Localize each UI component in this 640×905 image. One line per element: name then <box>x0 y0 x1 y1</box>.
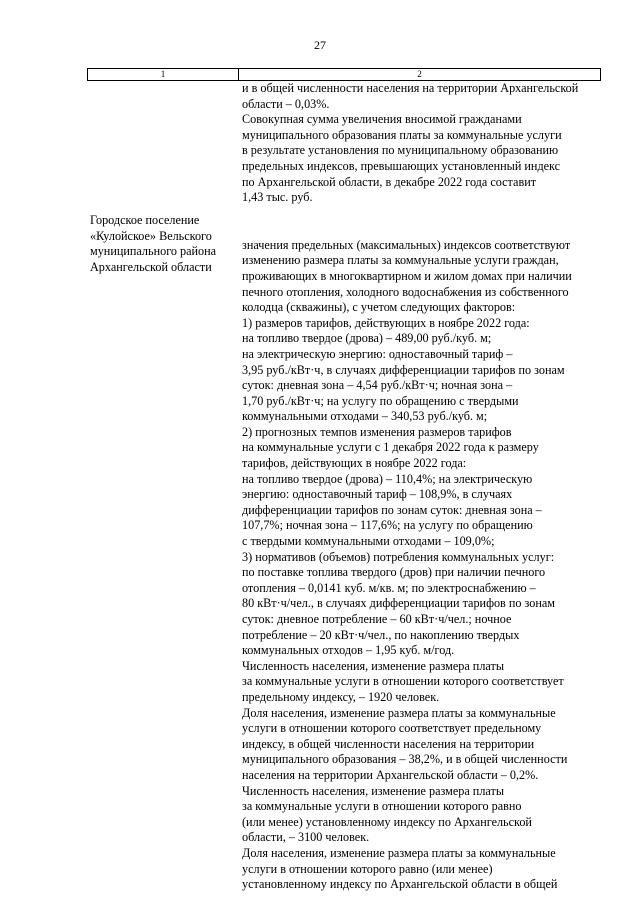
previous-entry-continuation <box>242 81 604 206</box>
text-line: предельному индексу, – 1920 человек. <box>242 689 440 704</box>
text-line: 1) размеров тарифов, действующих в ноябре 2022 года: <box>242 315 530 330</box>
text-line: услуги в отношении которого соответствует предельному <box>242 721 542 736</box>
text-line: (или менее) установленному индексу по Архангельской <box>242 814 532 829</box>
text-line: Доля населения, изменение размера платы за коммунальные <box>242 705 556 720</box>
row-gap <box>242 206 604 222</box>
page-number: 27 <box>314 38 326 52</box>
description-cell <box>242 81 604 893</box>
text-line: 2) прогнозных темпов изменения размеров тарифов <box>242 424 512 439</box>
text-line: тарифов, действующих в ноябре 2022 года: <box>242 456 467 471</box>
text-line: Численность населения, изменение размера платы <box>242 783 505 798</box>
text-line: за коммунальные услуги в отношении которого соответствует <box>242 674 564 689</box>
text-line: энергию: одноставочный тариф – 108,9%, в случаях <box>242 487 513 502</box>
text-line: населения на территории Архангельской области – 0,2%. <box>242 767 539 782</box>
text-line: колодца (скважины), с учетом следующих факторов: <box>242 300 516 315</box>
text-line: значения предельных (максимальных) индексов соответствуют <box>242 237 571 252</box>
text-line: печного отопления, холодного водоснабжения из собственного <box>242 284 569 299</box>
text-line: муниципального образования – 38,2%, и в общей численности <box>242 752 568 767</box>
text-line: 3,95 руб./кВт·ч, в случаях дифференциации тарифов по зонам <box>242 362 565 377</box>
text-line: на электрическую энергию: одноставочный тариф – <box>242 346 513 361</box>
text-line: дифференциации тарифов по зонам суток: дневная зона – <box>242 502 542 517</box>
text-line: муниципального района <box>90 244 217 259</box>
municipality-name-cell <box>90 213 240 275</box>
text-line: Архангельской области <box>90 259 212 274</box>
text-line: коммунальными отходами – 340,53 руб./куб. м; <box>242 409 488 424</box>
text-line: проживающих в многоквартирном и жилом домах при наличии <box>242 268 572 283</box>
text-line: 80 кВт·ч/чел., в случаях дифференциации тарифов по зонам <box>242 596 556 611</box>
text-line: на топливо твердое (дрова) – 110,4%; на электрическую <box>242 471 533 486</box>
column-number-1: 1 <box>88 69 239 81</box>
text-line: за коммунальные услуги в отношении которого равно <box>242 799 522 814</box>
text-line: предельных индексов, превышающих установленный индекс <box>242 158 561 173</box>
text-line: муниципального образования платы за коммунальные услуги <box>242 127 562 142</box>
text-line: и в общей численности населения на территории Архангельской <box>242 81 579 95</box>
text-line: Совокупная сумма увеличения вносимой гражданами <box>242 112 522 127</box>
text-line: на коммунальные услуги с 1 декабря 2022 года к размеру <box>242 440 539 455</box>
text-line: Доля населения, изменение размера платы за коммунальные <box>242 845 556 860</box>
text-line: по Архангельской области, в декабре 2022 года составит <box>242 174 537 189</box>
text-line: 3) нормативов (объемов) потребления коммунальных услуг: <box>242 549 555 564</box>
text-line: 1,43 тыс. руб. <box>242 190 313 205</box>
text-line: в результате установления по муниципальному образованию <box>242 143 559 158</box>
column-number-2: 2 <box>239 69 601 81</box>
text-line: коммунальных отходов – 1,95 куб. м/год. <box>242 643 455 658</box>
text-line: 1,70 руб./кВт·ч; на услугу по обращению с твердыми <box>242 393 519 408</box>
text-line: по поставке топлива твердого (дров) при наличии печного <box>242 565 546 580</box>
text-line: с твердыми коммунальными отходами – 109,0%; <box>242 534 495 549</box>
kuloyskoe-entry-text <box>242 238 604 893</box>
row-gap <box>242 222 604 238</box>
text-line: изменению размера платы за коммунальные услуги граждан, <box>242 253 559 268</box>
text-line: суток: дневная зона – 4,54 руб./кВт·ч; ночная зона – <box>242 378 513 393</box>
text-line: отопления – 0,0141 куб. м/кв. м; по электроснабжению – <box>242 580 536 595</box>
text-line: 107,7%; ночная зона – 117,6%; на услугу по обращению <box>242 518 533 533</box>
text-line: на топливо твердое (дрова) – 489,00 руб./куб. м; <box>242 331 492 346</box>
table-header-row <box>88 69 601 81</box>
text-line: Городское поселение <box>90 213 200 227</box>
text-line: области – 0,03%. <box>242 96 330 111</box>
text-line: суток: дневное потребление – 60 кВт·ч/чел.; ночное <box>242 612 512 626</box>
text-line: потребление – 20 кВт·ч/чел., по накоплению твердых <box>242 627 520 642</box>
text-line: услуги в отношении которого равно (или менее) <box>242 861 493 876</box>
text-line: Численность населения, изменение размера платы <box>242 658 505 673</box>
text-line: установленному индексу по Архангельской области в общей <box>242 877 558 892</box>
text-line: «Кулойское» Вельского <box>90 228 212 243</box>
table-header <box>87 68 601 81</box>
text-line: области, – 3100 человек. <box>242 830 370 845</box>
text-line: индексу, в общей численности населения на территории <box>242 736 535 751</box>
